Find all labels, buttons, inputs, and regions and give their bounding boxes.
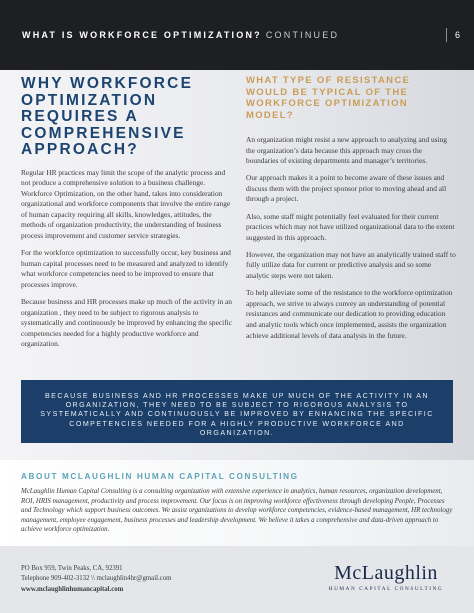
company-logo	[318, 562, 454, 592]
phone-email[interactable]: Telephone 909-402-3132 \\ mclaughlin4hr@gmail.com	[21, 575, 172, 583]
header-bar	[0, 0, 474, 70]
paragraph: An organization might resist a new approach to analyzing and using the organization’s data because this approach may cross the boundaries of existing departments and manager’s territories.	[246, 135, 448, 166]
address: PO Box 959, Twin Peaks, CA, 92391	[21, 565, 123, 572]
paragraph: Regular HR practices may limit the scope of the analytic process and not produce a comprehensive solution to a business challenge. Workforce Optimization, on the other hand, takes into consideration organizational and workforce components that involve the entire range of human capacity requiring all skills, knowledges, attitudes, the methods of organization productivity, the understanding of business process improvement and customer service strategies.	[21, 167, 231, 241]
right-column	[246, 75, 456, 348]
logo-name: McLaughlin	[334, 562, 438, 584]
page-number: 6	[455, 30, 461, 40]
about-text: McLaughlin Human Capital Consulting is a consulting organization with extensive experience in analytics, human resources, organization development, ROI, HRIS management, productivity and process improvement. Our focus is on improving workforce effectiveness through developing People, Processes and Technology which support business outcomes. We assist organizations to develop workforce competencies, evidence-based management, HR technology management, employee engagement, business processes and leadership development. We believe it takes a comprehensive and data-driven approach to achieve workforce optimization.	[21, 488, 453, 533]
paragraph: For the workforce optimization to successfully occur, key business and human capital processes need to be measured and analyzed to identify what workforce competencies need to be improved to ensure that processes improve.	[21, 248, 231, 289]
header-title	[22, 30, 339, 40]
contact-info	[21, 564, 171, 595]
header-title-text: WHAT IS WORKFORCE OPTIMIZATION?	[22, 30, 262, 40]
side-heading: WHAT TYPE OF RESISTANCE WOULD BE TYPICAL OF THE WORKFORCE OPTIMIZATION MODEL?	[246, 75, 411, 121]
header-divider	[446, 28, 447, 42]
paragraph: Because business and HR processes make up much of the activity in an organization , they need to be subject to rigorous analysis to systematically and continuously be improved by enhancing the specific competencies needed for a highly productive workforce and organization.	[21, 297, 232, 349]
left-body	[21, 168, 233, 351]
header-continued: CONTINUED	[265, 30, 340, 40]
website-link[interactable]: www.mclaughlinhumancapital.com	[21, 585, 124, 593]
main-heading: WHY WORKFORCE OPTIMIZATION REQUIRES A COMPREHENSIVE APPROACH?	[21, 75, 194, 158]
left-column	[21, 76, 233, 357]
paragraph: To help alleviate some of the resistance to the workforce optimization approach, we strive to always convey an understanding of potential resistances and communicate our dedication to providing education and analytic tools which once implemented, assists the organization achieve additional levels of data analysis in the future.	[246, 288, 453, 340]
paragraph: Our approach makes it a point to become aware of these issues and discuss them with the project sponsor prior to moving ahead and all through a project.	[246, 173, 447, 204]
logo-subtitle: HUMAN CAPITAL CONSULTING	[328, 586, 444, 592]
paragraph: However, the organization may not have an analytically trained staff to fully utilize data for current or predictive analysis and so some analytic steps were not taken.	[246, 249, 456, 281]
right-body	[246, 135, 456, 341]
about-heading: ABOUT MCLAUGHLIN HUMAN CAPITAL CONSULTING	[21, 472, 299, 481]
pull-quote-callout: BECAUSE BUSINESS AND HR PROCESSES MAKE UP MUCH OF THE ACTIVITY IN AN ORGANIZATION, THEY NEED TO BE SUBJECT TO RIGOROUS ANALYSIS TO SYSTEMATICALLY AND CONTINUOUSLY BE IMPROVED BY ENHANCING THE SPECIFIC COMPETENCIES NEEDED FOR A HIGHLY PRODUCTIVE WORKFORCE AND ORGANIZATION.	[21, 380, 453, 443]
paragraph: Also, some staff might potentially feel evaluated for their current practices which may not have utilized organizational data to the extent suggested in this approach.	[246, 211, 455, 242]
